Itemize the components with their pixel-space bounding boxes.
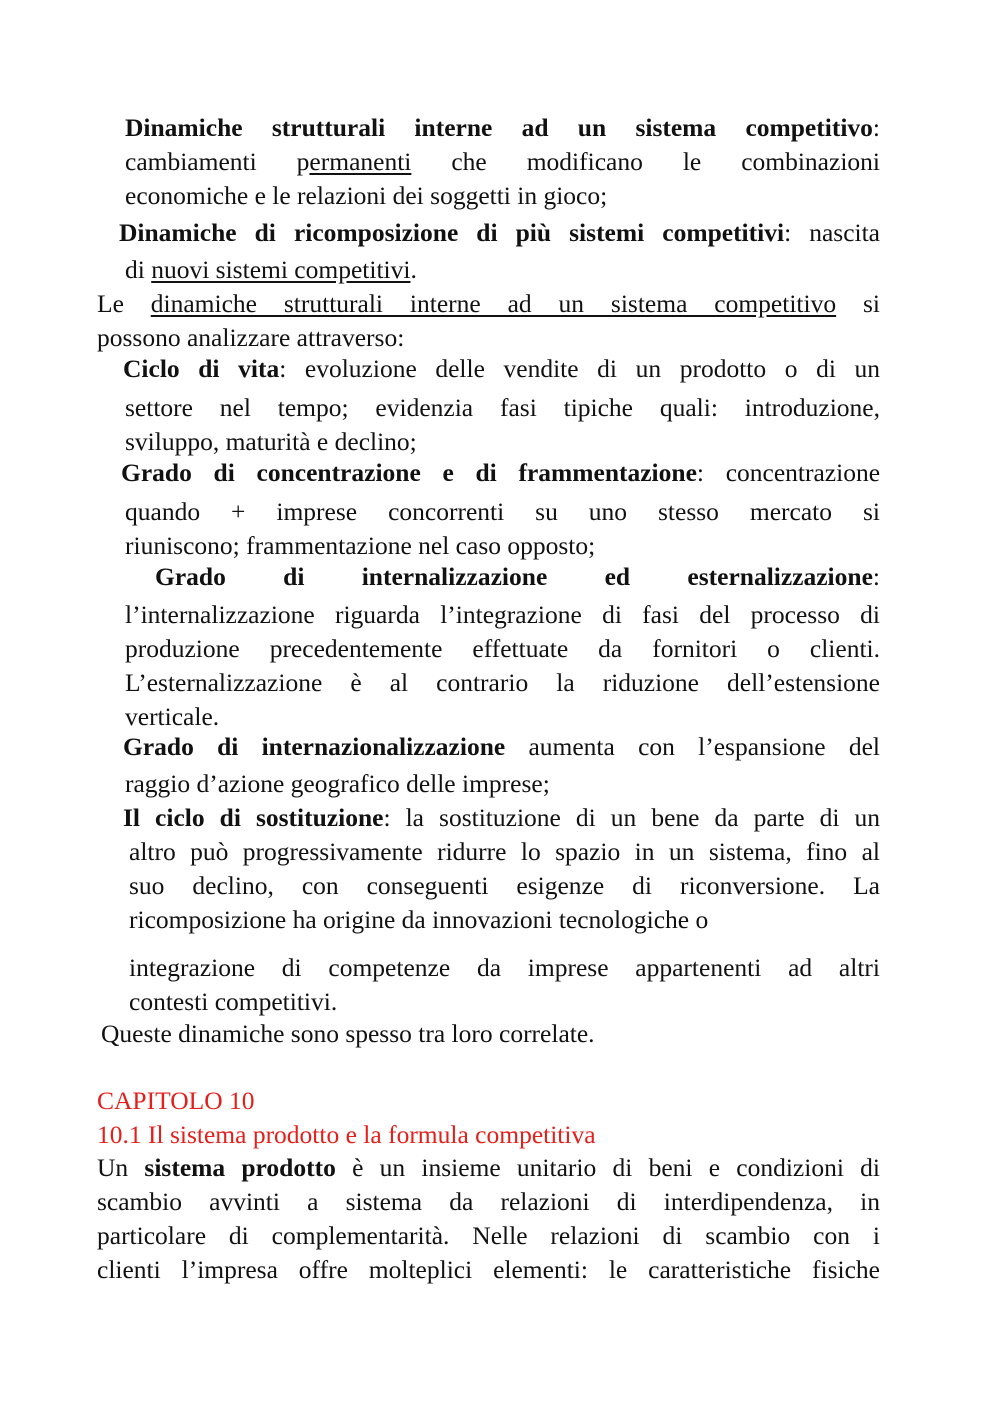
line: scambio avvinti a sistema da relazioni di interdipendenza, in (97, 1187, 880, 1216)
line: cambiamenti permanenti che modificano le combinazioni (125, 147, 880, 176)
term-ciclo-di-vita: Ciclo di vita (123, 354, 280, 383)
line: contesti competitivi. (129, 987, 338, 1016)
line: riuniscono; frammentazione nel caso opposto; (125, 531, 596, 560)
line: sviluppo, maturità e declino; (125, 427, 417, 456)
term-internazionalizzazione: Grado di internazionalizzazione (123, 732, 506, 761)
item-dinamiche-ricomposizione (119, 216, 880, 250)
item-ciclo-sostituzione-cont2 (129, 951, 880, 1019)
line: raggio d’azione geografico delle imprese; (125, 769, 550, 798)
chapter-title (97, 1084, 880, 1118)
underlined-text: dinamiche strutturali interne ad un sistema competitivo (150, 289, 837, 318)
term-ciclo-sostituzione: Il ciclo di sostituzione (123, 803, 384, 832)
chapter-title-text: CAPITOLO 10 (97, 1086, 255, 1115)
underlined-text: nuovi sistemi competitivi (151, 255, 411, 284)
line: Dinamiche strutturali interne ad un sistema competitivo: (125, 113, 880, 142)
line: ricomposizione ha origine da innovazioni tecnologiche o (129, 905, 709, 934)
paragraph-correlate (101, 1017, 880, 1051)
line: Dinamiche di ricomposizione di più sistemi competitivi: nascita (119, 218, 880, 247)
line: quando + imprese concorrenti su uno stesso mercato si (125, 497, 880, 526)
paragraph-sistema-prodotto (97, 1151, 880, 1287)
section-title (97, 1118, 880, 1152)
item-internalizzazione (155, 560, 880, 594)
item-dinamiche-strutturali (125, 111, 880, 213)
item-concentrazione (121, 456, 880, 490)
item-ciclo-di-vita (123, 352, 880, 386)
term-concentrazione: Grado di concentrazione e di frammentazione (121, 458, 697, 487)
line: suo declino, con conseguenti esigenze di riconversione. La (129, 871, 880, 900)
term-dinamiche-strutturali: Dinamiche strutturali interne ad un sistema competitivo (125, 113, 873, 142)
line: settore nel tempo; evidenzia fasi tipiche quali: introduzione, (125, 393, 880, 422)
line: clienti l’impresa offre molteplici elementi: le caratteristiche fisiche (97, 1255, 880, 1284)
line: Le dinamiche strutturali interne ad un sistema competitivo si (97, 289, 880, 318)
line: possono analizzare attraverso: (97, 323, 405, 352)
underlined-text: ermanenti (309, 147, 412, 176)
item-internazionalizzazione-cont (125, 767, 880, 801)
line: particolare di complementarità. Nelle relazioni di scambio con i (97, 1221, 880, 1250)
item-ciclo-sostituzione-cont (129, 835, 880, 937)
line: economiche e le relazioni dei soggetti in gioco; (125, 181, 608, 210)
item-concentrazione-cont (125, 495, 880, 563)
line: Il ciclo di sostituzione: la sostituzione di un bene da parte di un (123, 803, 880, 832)
item-internazionalizzazione (123, 730, 880, 764)
line: Grado di internalizzazione ed esternalizzazione: (155, 562, 880, 591)
term-sistema-prodotto: sistema prodotto (144, 1153, 336, 1182)
item-ciclo-sostituzione (123, 801, 880, 835)
line: produzione precedentemente effettuate da fornitori o clienti. (125, 634, 880, 663)
term-dinamiche-ricomposizione: Dinamiche di ricomposizione di più sistemi competitivi (119, 218, 785, 247)
paragraph-intro (97, 287, 880, 355)
line: L’esternalizzazione è al contrario la riduzione dell’estensione (125, 668, 880, 697)
line: di nuovi sistemi competitivi. (125, 255, 417, 284)
line: Queste dinamiche sono spesso tra loro correlate. (101, 1019, 595, 1048)
term-internalizzazione: Grado di internalizzazione ed esternalizzazione (155, 562, 873, 591)
line: integrazione di competenze da imprese appartenenti ad altri (129, 953, 880, 982)
line: Grado di concentrazione e di frammentazione: concentrazione (121, 458, 880, 487)
item-ciclo-di-vita-cont (125, 391, 880, 459)
line: Ciclo di vita: evoluzione delle vendite di un prodotto o di un (123, 354, 880, 383)
line: Un sistema prodotto è un insieme unitario di beni e condizioni di (97, 1153, 880, 1182)
line: verticale. (125, 702, 220, 731)
item-dinamiche-ricomposizione-cont (125, 253, 880, 287)
line: Grado di internazionalizzazione aumenta con l’espansione del (123, 732, 880, 761)
line: l’internalizzazione riguarda l’integrazione di fasi del processo di (125, 600, 880, 629)
line: altro può progressivamente ridurre lo spazio in un sistema, fino al (129, 837, 880, 866)
item-internalizzazione-cont (125, 598, 880, 734)
section-title-text: 10.1 Il sistema prodotto e la formula competitiva (97, 1120, 596, 1149)
